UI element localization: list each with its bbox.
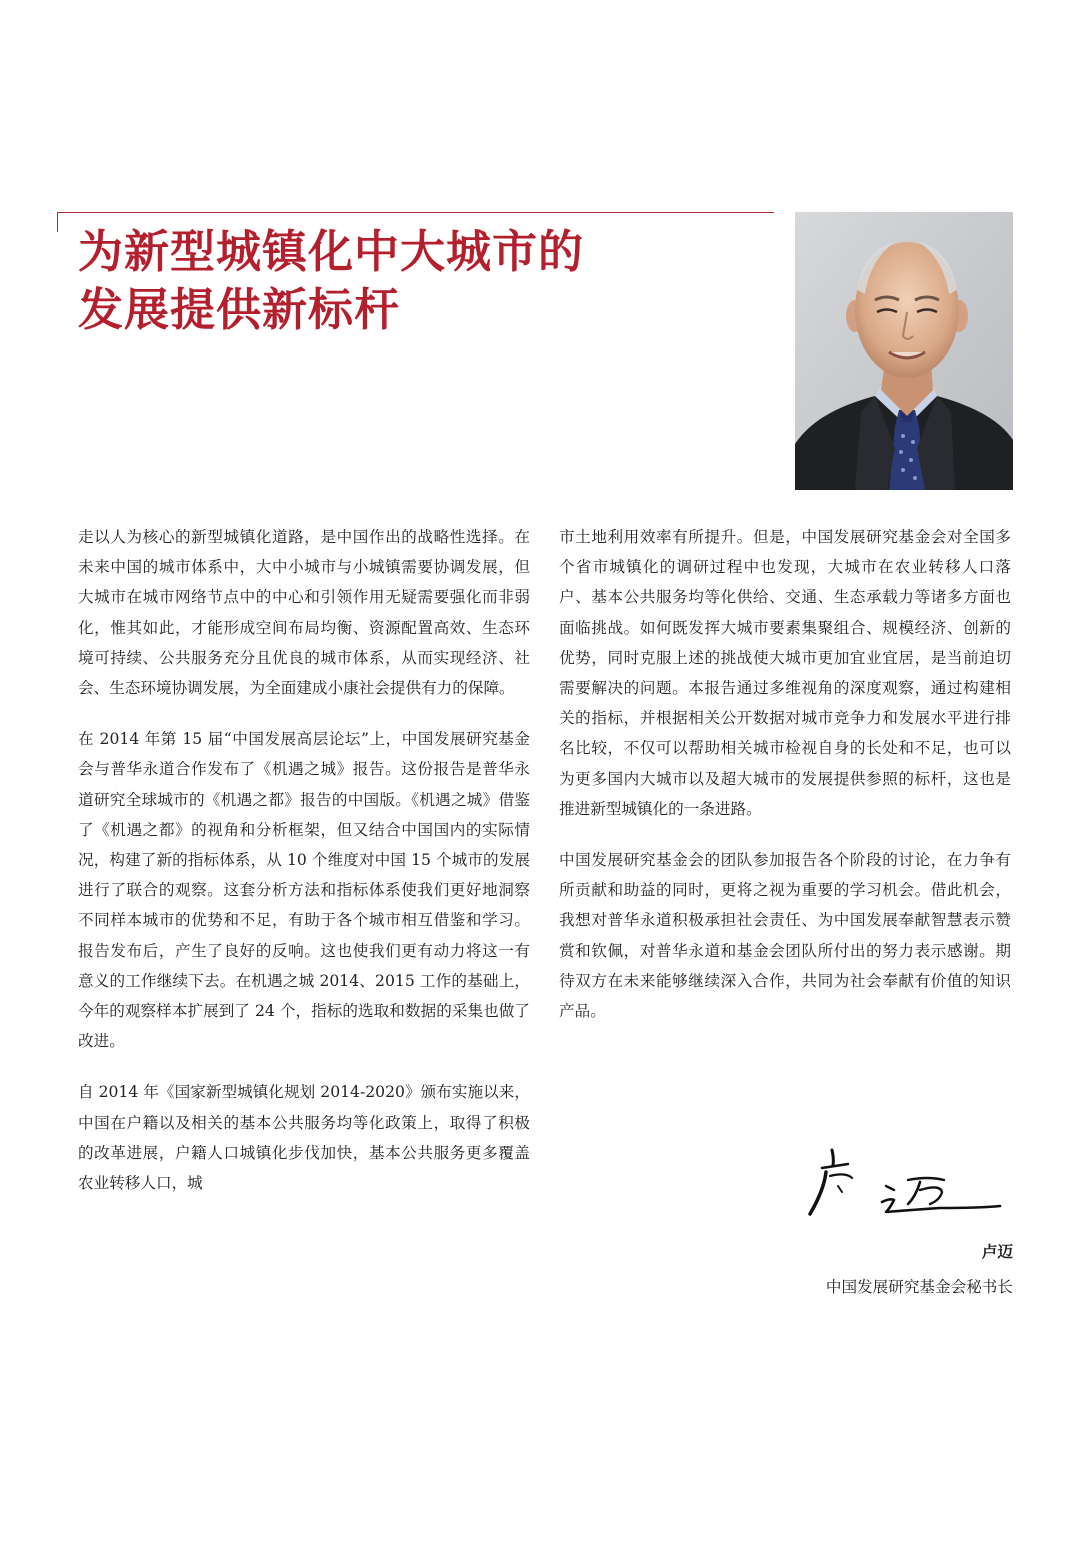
paragraph: 在 2014 年第 15 届“中国发展高层论坛”上，中国发展研究基金会与普华永道合作发布了《机遇之城》报告。这份报告是普华永道研究全球城市的《机遇之都》报告的中国版。《机遇之城》借鉴了《机遇之都》的视角和分析框架，但又结合中国国内的实际情况，构建了新的指标体系，从 10 个维度对中国 15 个城市的发展进行了联合的观察。这套分析方法和指标体系使我们更好地洞察不同样本城市的优势和不足，有助于各个城市相互借鉴和学习。报告发布后，产生了良好的反响。这也使我们更有动力将这一有意义的工作继续下去。在机遇之城 2014、2015 工作的基础上，今年的观察样本扩展到了 24 个，指标的选取和数据的采集也做了改进。	[78, 730, 530, 1051]
handwritten-signature	[790, 1138, 1015, 1228]
page-title-line-1: 为新型城镇化中大城市的	[78, 225, 585, 278]
page-title-line-2: 发展提供新标杆	[78, 283, 401, 336]
paragraph: 自 2014 年《国家新型城镇化规划 2014-2020》颁布实施以来，中国在户籍以及相关的基本公共服务均等化政策上，取得了积极的改革进展，户籍人口城镇化步伐加快，基本公共服务更多覆盖农业转移人口，城	[78, 1083, 530, 1193]
title-rule-horizontal	[57, 212, 774, 213]
body-column-left	[78, 522, 530, 1219]
page-title	[78, 223, 768, 339]
signatory-title: 中国发展研究基金会秘书长	[825, 1278, 1013, 1296]
signatory-name: 卢迈	[981, 1242, 1013, 1261]
paragraph: 中国发展研究基金会的团队参加报告各个阶段的讨论，在力争有所贡献和助益的同时，更将之视为重要的学习机会。借此机会，我想对普华永道积极承担社会责任、为中国发展奉献智慧表示赞赏和钦佩，对普华永道和基金会团队所付出的努力表示感谢。期待双方在未来能够继续深入合作，共同为社会奉献有价值的知识产品。	[559, 851, 1011, 1021]
paragraph: 市土地利用效率有所提升。但是，中国发展研究基金会对全国多个省市城镇化的调研过程中也发现，大城市在农业转移人口落户、基本公共服务均等化供给、交通、生态承载力等诸多方面也面临挑战。如何既发挥大城市要素集聚组合、规模经济、创新的优势，同时克服上述的挑战使大城市更加宜业宜居，是当前迫切需要解决的问题。本报告通过多维视角的深度观察，通过构建相关的指标，并根据相关公开数据对城市竞争力和发展水平进行排名比较，不仅可以帮助相关城市检视自身的长处和不足，也可以为更多国内大城市以及超大城市的发展提供参照的标杆，这也是推进新型城镇化的一条进路。	[559, 528, 1011, 818]
body-column-right	[559, 522, 1011, 1047]
portrait-photo	[795, 212, 1013, 490]
paragraph: 走以人为核心的新型城镇化道路，是中国作出的战略性选择。在未来中国的城市体系中，大中小城市与小城镇需要协调发展，但大城市在城市网络节点中的中心和引领作用无疑需要强化而非弱化，惟其如此，才能形成空间布局均衡、资源配置高效、生态环境可持续、公共服务充分且优良的城市体系，从而实现经济、社会、生态环境协调发展，为全面建成小康社会提供有力的保障。	[78, 528, 530, 698]
title-rule-vertical	[57, 212, 58, 232]
